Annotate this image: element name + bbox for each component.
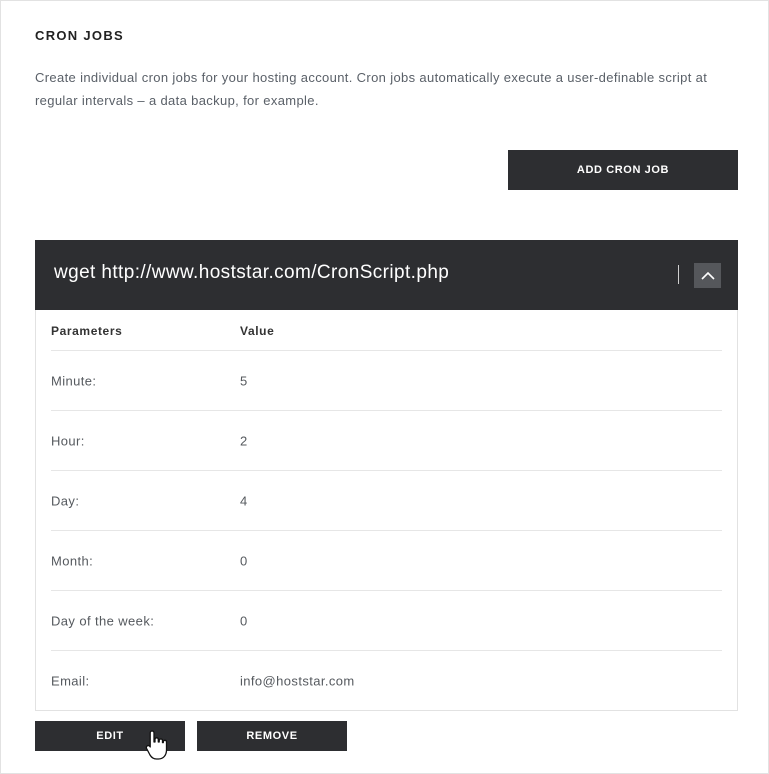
header-divider xyxy=(678,265,679,284)
param-value: 2 xyxy=(240,433,248,448)
cron-job-command: wget http://www.hoststar.com/CronScript.php xyxy=(54,262,450,283)
param-label: Email: xyxy=(51,673,90,689)
table-row-day xyxy=(51,471,722,531)
table-header-row xyxy=(51,311,722,351)
param-value: 4 xyxy=(240,493,248,508)
hand-pointer-icon xyxy=(145,729,171,761)
param-label: Day of the week: xyxy=(51,613,155,628)
add-cron-job-button[interactable]: ADD CRON JOB xyxy=(508,150,738,190)
table-row-day-of-week xyxy=(51,591,722,651)
table-row-minute xyxy=(51,351,722,411)
collapse-toggle-button[interactable] xyxy=(694,263,721,288)
cron-job-header[interactable] xyxy=(35,240,738,310)
param-value: 0 xyxy=(240,613,248,628)
param-label: Hour: xyxy=(51,433,85,448)
cron-job-card xyxy=(35,240,738,711)
column-header-value: Value xyxy=(240,323,275,338)
parameters-table xyxy=(51,311,722,711)
table-row-email xyxy=(51,651,722,711)
edit-button[interactable]: EDIT xyxy=(35,721,185,751)
section-description: Create individual cron jobs for your hosting account. Cron jobs automatically execute a user-definable script at regular intervals – a data backup, for example. xyxy=(35,70,708,108)
column-header-parameters: Parameters xyxy=(51,323,123,338)
remove-button[interactable]: REMOVE xyxy=(197,721,347,751)
param-value: 0 xyxy=(240,553,248,568)
param-value: 5 xyxy=(240,373,248,388)
param-label: Month: xyxy=(51,553,94,568)
table-row-month xyxy=(51,531,722,591)
param-label: Minute: xyxy=(51,373,97,388)
section-title: CRON JOBS xyxy=(35,28,124,43)
chevron-up-icon xyxy=(701,271,715,280)
param-value: info@hoststar.com xyxy=(240,673,355,689)
param-label: Day: xyxy=(51,493,80,508)
table-row-hour xyxy=(51,411,722,471)
